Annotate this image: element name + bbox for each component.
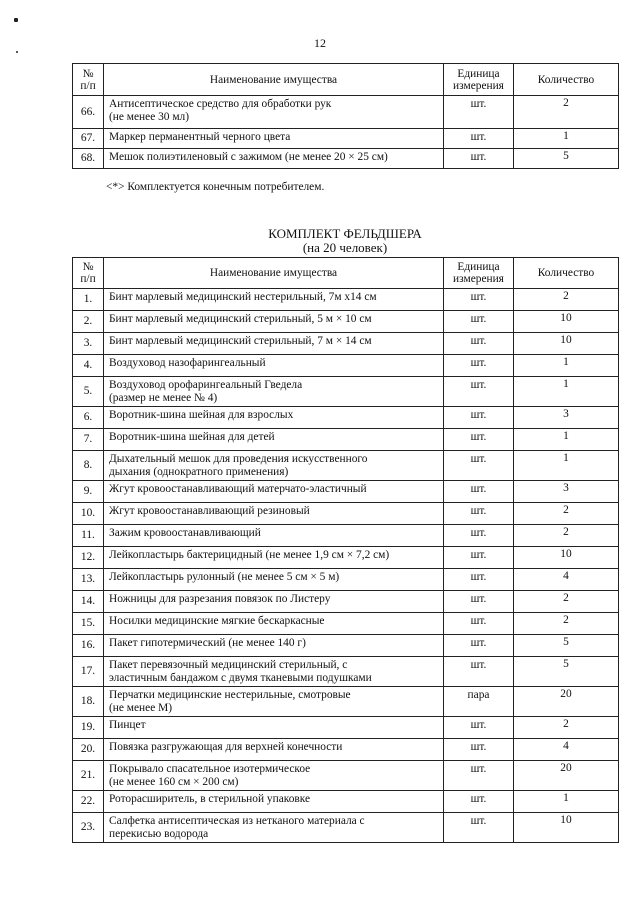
quantity-cell: 4 [514, 739, 619, 761]
table-row [73, 591, 619, 613]
unit-cell: шт. [444, 739, 514, 761]
item-name [104, 96, 444, 129]
table-row [73, 355, 619, 377]
quantity-cell: 2 [514, 96, 619, 129]
unit-cell: шт. [444, 503, 514, 525]
row-number: 67. [73, 129, 104, 149]
row-number: 5. [73, 377, 104, 407]
row-number: 9. [73, 481, 104, 503]
item-name: Ножницы для разрезания повязок по Листеру [104, 591, 444, 613]
table-row [73, 717, 619, 739]
row-number: 1. [73, 289, 104, 311]
quantity-cell: 1 [514, 791, 619, 813]
quantity-cell: 2 [514, 613, 619, 635]
row-number: 13. [73, 569, 104, 591]
row-number: 2. [73, 311, 104, 333]
unit-cell: шт. [444, 657, 514, 687]
quantity-cell: 2 [514, 525, 619, 547]
quantity-cell: 20 [514, 687, 619, 717]
unit-cell: шт. [444, 569, 514, 591]
item-name: Воздуховод назофарингеальный [104, 355, 444, 377]
table-row [73, 311, 619, 333]
unit-cell: шт. [444, 635, 514, 657]
item-name [104, 813, 444, 843]
scan-mark [16, 51, 18, 53]
item-name [104, 377, 444, 407]
unit-cell: шт. [444, 591, 514, 613]
unit-cell: шт. [444, 547, 514, 569]
table-header-row [73, 64, 619, 96]
item-name: Повязка разгружающая для верхней конечности [104, 739, 444, 761]
scan-mark [14, 18, 18, 22]
row-number: 21. [73, 761, 104, 791]
item-name: Бинт марлевый медицинский стерильный, 5 м × 10 см [104, 311, 444, 333]
item-name-line: Покрывало спасательное изотермическое [109, 763, 311, 775]
header-num-label-2: п/п [80, 79, 96, 92]
item-name-line: (не менее 160 см × 200 см) [109, 776, 239, 788]
item-name: Воротник-шина шейная для детей [104, 429, 444, 451]
table-row [73, 96, 619, 129]
inventory-table-continued [72, 63, 619, 169]
quantity-cell: 20 [514, 761, 619, 791]
item-name-line: Дыхательный мешок для проведения искусственного [109, 453, 368, 465]
row-number: 6. [73, 407, 104, 429]
item-name [104, 687, 444, 717]
item-name: Пинцет [104, 717, 444, 739]
row-number: 19. [73, 717, 104, 739]
table-row [73, 613, 619, 635]
table-row [73, 813, 619, 843]
quantity-cell: 5 [514, 657, 619, 687]
item-name: Маркер перманентный черного цвета [104, 129, 444, 149]
item-name-line: дыхания (однократного применения) [109, 466, 289, 478]
header-qty: Количество [514, 64, 619, 96]
row-number: 68. [73, 149, 104, 169]
row-number: 17. [73, 657, 104, 687]
table-row [73, 569, 619, 591]
header-unit-label: Единица [457, 67, 500, 80]
header-unit [444, 64, 514, 96]
quantity-cell: 3 [514, 407, 619, 429]
header-num [73, 64, 104, 96]
unit-cell: шт. [444, 429, 514, 451]
table-row [73, 547, 619, 569]
row-number: 23. [73, 813, 104, 843]
row-number: 3. [73, 333, 104, 355]
item-name [104, 451, 444, 481]
table-row [73, 407, 619, 429]
header-unit-label-2: измерения [453, 273, 504, 285]
row-number: 16. [73, 635, 104, 657]
quantity-cell: 10 [514, 333, 619, 355]
item-name: Зажим кровоостанавливающий [104, 525, 444, 547]
unit-cell: шт. [444, 525, 514, 547]
section-title-block [200, 227, 490, 255]
item-name: Лейкопластырь бактерицидный (не менее 1,9 см × 7,2 см) [104, 547, 444, 569]
item-name-line: перекисью водорода [109, 828, 209, 840]
unit-cell: шт. [444, 149, 514, 169]
table-row [73, 687, 619, 717]
item-name-line: Салфетка антисептическая из нетканого материала с [109, 815, 365, 827]
unit-cell: шт. [444, 451, 514, 481]
item-name: Бинт марлевый медицинский нестерильный, 7м х14 см [104, 289, 444, 311]
item-name-line: (размер не менее № 4) [109, 392, 218, 404]
table-row [73, 635, 619, 657]
header-qty: Количество [514, 258, 619, 289]
row-number: 8. [73, 451, 104, 481]
table-row [73, 333, 619, 355]
row-number: 14. [73, 591, 104, 613]
unit-cell: шт. [444, 717, 514, 739]
unit-cell: шт. [444, 377, 514, 407]
table-row [73, 761, 619, 791]
quantity-cell: 3 [514, 481, 619, 503]
footnote: <*> Комплектуется конечным потребителем. [106, 181, 325, 193]
table-row [73, 149, 619, 169]
item-name [104, 761, 444, 791]
item-name: Жгут кровоостанавливающий резиновый [104, 503, 444, 525]
quantity-cell: 1 [514, 129, 619, 149]
item-name: Лейкопластырь рулонный (не менее 5 см × 5 м) [104, 569, 444, 591]
item-name: Мешок полиэтиленовый с зажимом (не менее 20 × 25 см) [104, 149, 444, 169]
unit-cell: шт. [444, 407, 514, 429]
item-name [104, 657, 444, 687]
unit-cell: шт. [444, 289, 514, 311]
row-number: 15. [73, 613, 104, 635]
header-num-label-2: п/п [80, 273, 96, 285]
unit-cell: шт. [444, 129, 514, 149]
table-row [73, 791, 619, 813]
item-name-line: (не менее 30 мл) [109, 111, 190, 123]
table-row [73, 657, 619, 687]
quantity-cell: 2 [514, 289, 619, 311]
table-row [73, 377, 619, 407]
row-number: 22. [73, 791, 104, 813]
quantity-cell: 2 [514, 591, 619, 613]
row-number: 11. [73, 525, 104, 547]
item-name: Носилки медицинские мягкие бескаркасные [104, 613, 444, 635]
item-name-line: Перчатки медицинские нестерильные, смотровые [109, 689, 351, 701]
header-unit [444, 258, 514, 289]
unit-cell: шт. [444, 481, 514, 503]
section-subtitle: (на 20 человек) [302, 240, 388, 255]
page-number: 12 [314, 36, 326, 50]
item-name-line: (не менее М) [109, 702, 173, 714]
quantity-cell: 1 [514, 355, 619, 377]
quantity-cell: 2 [514, 717, 619, 739]
unit-cell: шт. [444, 311, 514, 333]
table-row [73, 129, 619, 149]
quantity-cell: 4 [514, 569, 619, 591]
item-name-line: эластичным бандажом с двумя тканевыми подушками [109, 672, 372, 684]
table-row [73, 481, 619, 503]
header-num-label: № [82, 261, 94, 273]
item-name: Жгут кровоостанавливающий матерчато-эластичный [104, 481, 444, 503]
unit-cell: шт. [444, 813, 514, 843]
item-name-line: Пакет перевязочный медицинский стерильный, с [109, 659, 348, 671]
quantity-cell: 1 [514, 377, 619, 407]
table-row [73, 289, 619, 311]
unit-cell: шт. [444, 355, 514, 377]
unit-cell: шт. [444, 96, 514, 129]
item-name: Пакет гипотермический (не менее 140 г) [104, 635, 444, 657]
table-header-row [73, 258, 619, 289]
table-row [73, 525, 619, 547]
item-name: Роторасширитель, в стерильной упаковке [104, 791, 444, 813]
header-unit-label: Единица [457, 261, 500, 273]
table-row [73, 503, 619, 525]
unit-cell: шт. [444, 761, 514, 791]
quantity-cell: 10 [514, 813, 619, 843]
unit-cell: шт. [444, 791, 514, 813]
unit-cell: шт. [444, 613, 514, 635]
table-row [73, 429, 619, 451]
section-title: КОМПЛЕКТ ФЕЛЬДШЕРА [268, 226, 422, 241]
quantity-cell: 1 [514, 429, 619, 451]
unit-cell: шт. [444, 333, 514, 355]
header-name: Наименование имущества [104, 64, 444, 96]
quantity-cell: 2 [514, 503, 619, 525]
header-unit-label-2: измерения [453, 79, 504, 92]
quantity-cell: 10 [514, 311, 619, 333]
item-name: Бинт марлевый медицинский стерильный, 7 м × 14 см [104, 333, 444, 355]
table-row [73, 739, 619, 761]
quantity-cell: 10 [514, 547, 619, 569]
row-number: 12. [73, 547, 104, 569]
item-name: Воротник-шина шейная для взрослых [104, 407, 444, 429]
item-name-line: Воздуховод орофарингеальный Гведела [109, 379, 303, 391]
quantity-cell: 5 [514, 149, 619, 169]
row-number: 66. [73, 96, 104, 129]
row-number: 10. [73, 503, 104, 525]
header-name: Наименование имущества [104, 258, 444, 289]
table-row [73, 451, 619, 481]
quantity-cell: 1 [514, 451, 619, 481]
header-num-label: № [82, 67, 94, 80]
row-number: 4. [73, 355, 104, 377]
paramedic-kit-table [72, 257, 619, 843]
row-number: 7. [73, 429, 104, 451]
row-number: 18. [73, 687, 104, 717]
header-num [73, 258, 104, 289]
quantity-cell: 5 [514, 635, 619, 657]
item-name-line: Антисептическое средство для обработки рук [109, 98, 332, 110]
row-number: 20. [73, 739, 104, 761]
unit-cell: пара [444, 687, 514, 717]
